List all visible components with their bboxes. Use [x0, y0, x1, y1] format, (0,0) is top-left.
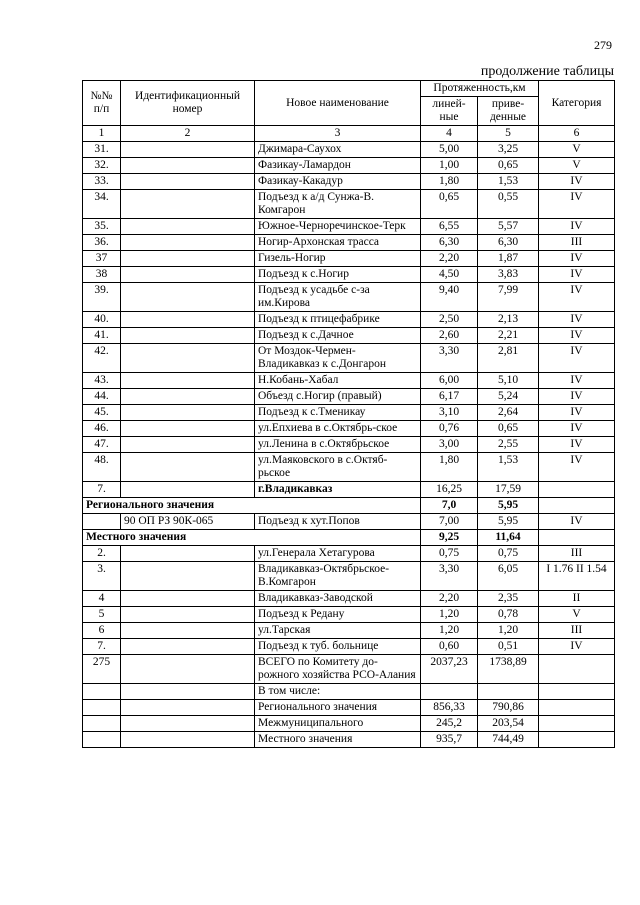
row-name: Объезд с.Ногир (правый) — [255, 389, 421, 405]
row-length-linear: 1,20 — [421, 623, 478, 639]
row-length-linear: 6,55 — [421, 219, 478, 235]
row-id — [121, 639, 255, 655]
row-length-linear: 4,50 — [421, 267, 478, 283]
row-length-reduced: 2,64 — [478, 405, 539, 421]
column-number: 3 — [255, 126, 421, 142]
table-row — [83, 267, 615, 283]
table-row — [83, 174, 615, 190]
table-row — [83, 562, 615, 591]
row-id — [121, 437, 255, 453]
row-id — [121, 453, 255, 482]
table-row — [83, 482, 615, 498]
row-length-reduced: 5,24 — [478, 389, 539, 405]
row-length-linear: 3,30 — [421, 344, 478, 373]
row-length-reduced: 744,49 — [478, 732, 539, 748]
column-number: 4 — [421, 126, 478, 142]
row-length-reduced: 5,95 — [478, 498, 539, 514]
row-length-reduced: 2,35 — [478, 591, 539, 607]
row-length-linear: 6,00 — [421, 373, 478, 389]
row-number: 2. — [83, 546, 121, 562]
row-length-linear: 3,10 — [421, 405, 478, 421]
table-row — [83, 655, 615, 684]
row-number: 39. — [83, 283, 121, 312]
row-name: Местного значения — [255, 732, 421, 748]
row-length-reduced: 1738,89 — [478, 655, 539, 684]
header-id: Идентификационный номер — [121, 81, 255, 126]
row-category: IV — [539, 453, 615, 482]
row-id — [121, 312, 255, 328]
row-name: ул.Тарская — [255, 623, 421, 639]
row-name: Подъезд к с.Ногир — [255, 267, 421, 283]
column-number: 1 — [83, 126, 121, 142]
row-id — [121, 344, 255, 373]
row-id — [121, 623, 255, 639]
row-name: Джимара-Саухох — [255, 142, 421, 158]
table-row — [83, 546, 615, 562]
row-number: 32. — [83, 158, 121, 174]
row-length-reduced: 203,54 — [478, 716, 539, 732]
row-id — [121, 328, 255, 344]
row-length-linear: 7,00 — [421, 514, 478, 530]
row-id — [121, 716, 255, 732]
row-category — [539, 732, 615, 748]
row-length-linear: 245,2 — [421, 716, 478, 732]
table-row — [83, 405, 615, 421]
row-length-reduced: 1,87 — [478, 251, 539, 267]
table-row — [83, 142, 615, 158]
continuation-caption: продолжение таблицы — [480, 64, 614, 79]
row-category: IV — [539, 267, 615, 283]
row-number: 41. — [83, 328, 121, 344]
row-id — [121, 219, 255, 235]
row-category: IV — [539, 421, 615, 437]
table-row — [83, 607, 615, 623]
row-name: Южное-Черноречинское-Терк — [255, 219, 421, 235]
row-name: Подъезд к хут.Попов — [255, 514, 421, 530]
row-length-linear: 3,30 — [421, 562, 478, 591]
row-id — [121, 405, 255, 421]
row-length-linear: 9,40 — [421, 283, 478, 312]
row-length-linear: 9,25 — [421, 530, 478, 546]
section-title: Местного значения — [83, 530, 421, 546]
row-number: 48. — [83, 453, 121, 482]
row-category: II — [539, 591, 615, 607]
row-id — [121, 546, 255, 562]
row-category: IV — [539, 174, 615, 190]
row-name: Подъезд к туб. больнице — [255, 639, 421, 655]
row-category — [539, 700, 615, 716]
row-name: Подъезд к а/д Сунжа-В. Комгарон — [255, 190, 421, 219]
row-length-reduced: 6,30 — [478, 235, 539, 251]
row-length-reduced — [478, 684, 539, 700]
row-category: IV — [539, 344, 615, 373]
row-id — [121, 373, 255, 389]
row-number: 38 — [83, 267, 121, 283]
row-id — [121, 235, 255, 251]
row-length-reduced: 2,21 — [478, 328, 539, 344]
row-category: III — [539, 235, 615, 251]
table-row — [83, 158, 615, 174]
row-length-linear: 0,60 — [421, 639, 478, 655]
section-row — [83, 498, 615, 514]
row-length-linear: 2,20 — [421, 591, 478, 607]
row-id — [121, 190, 255, 219]
row-number — [83, 700, 121, 716]
row-number: 43. — [83, 373, 121, 389]
row-name: ул.Ленина в с.Октябрьское — [255, 437, 421, 453]
row-length-reduced: 11,64 — [478, 530, 539, 546]
column-number: 6 — [539, 126, 615, 142]
row-length-linear: 856,33 — [421, 700, 478, 716]
row-name: Владикавказ-Октябрьское-В.Комгарон — [255, 562, 421, 591]
row-length-linear: 1,20 — [421, 607, 478, 623]
row-number: 7. — [83, 482, 121, 498]
row-id: 90 ОП РЗ 90К-065 — [121, 514, 255, 530]
row-id — [121, 283, 255, 312]
table-row — [83, 639, 615, 655]
table-row — [83, 190, 615, 219]
row-length-linear: 6,17 — [421, 389, 478, 405]
row-length-reduced: 7,99 — [478, 283, 539, 312]
row-category: V — [539, 607, 615, 623]
row-category — [539, 684, 615, 700]
row-number — [83, 514, 121, 530]
row-name: ул.Епхиева в с.Октябрь-ское — [255, 421, 421, 437]
row-id — [121, 684, 255, 700]
row-number: 40. — [83, 312, 121, 328]
row-length-linear — [421, 684, 478, 700]
row-length-linear: 2,60 — [421, 328, 478, 344]
row-category: IV — [539, 283, 615, 312]
row-name: ул.Маяковского в с.Октяб-рьское — [255, 453, 421, 482]
row-name: г.Владикавказ — [255, 482, 421, 498]
table-row — [83, 389, 615, 405]
row-number: 33. — [83, 174, 121, 190]
row-length-linear: 1,80 — [421, 453, 478, 482]
row-name: Регионального значения — [255, 700, 421, 716]
row-category: IV — [539, 190, 615, 219]
row-length-reduced: 0,65 — [478, 421, 539, 437]
row-id — [121, 421, 255, 437]
row-length-linear: 2,20 — [421, 251, 478, 267]
row-name: Н.Кобань-Хабал — [255, 373, 421, 389]
row-number — [83, 684, 121, 700]
table-body — [83, 142, 615, 748]
table-row — [83, 716, 615, 732]
table-row — [83, 421, 615, 437]
table-row — [83, 732, 615, 748]
row-number: 275 — [83, 655, 121, 684]
row-category: IV — [539, 219, 615, 235]
table-row — [83, 373, 615, 389]
row-length-reduced: 2,81 — [478, 344, 539, 373]
row-length-linear: 6,30 — [421, 235, 478, 251]
row-category: V — [539, 142, 615, 158]
row-name: Подъезд к усадьбе с-за им.Кирова — [255, 283, 421, 312]
row-length-linear: 0,75 — [421, 546, 478, 562]
row-category: III — [539, 623, 615, 639]
row-name: Владикавказ-Заводской — [255, 591, 421, 607]
row-number: 7. — [83, 639, 121, 655]
row-length-reduced: 0,55 — [478, 190, 539, 219]
row-length-reduced: 790,86 — [478, 700, 539, 716]
row-category: IV — [539, 389, 615, 405]
table-row — [83, 251, 615, 267]
row-id — [121, 482, 255, 498]
row-id — [121, 732, 255, 748]
row-length-reduced: 17,59 — [478, 482, 539, 498]
row-length-linear: 1,00 — [421, 158, 478, 174]
row-category: V — [539, 158, 615, 174]
row-category: IV — [539, 639, 615, 655]
row-category: I 1.76 II 1.54 — [539, 562, 615, 591]
row-name: Подъезд к с.Дачное — [255, 328, 421, 344]
table-row — [83, 283, 615, 312]
row-category: IV — [539, 437, 615, 453]
row-category: IV — [539, 328, 615, 344]
row-category: IV — [539, 312, 615, 328]
row-number: 3. — [83, 562, 121, 591]
row-length-reduced: 1,53 — [478, 453, 539, 482]
row-length-reduced: 6,05 — [478, 562, 539, 591]
row-length-reduced: 5,95 — [478, 514, 539, 530]
row-number: 34. — [83, 190, 121, 219]
column-number: 5 — [478, 126, 539, 142]
row-length-linear: 7,0 — [421, 498, 478, 514]
row-length-linear: 935,7 — [421, 732, 478, 748]
column-number-row — [83, 126, 615, 142]
row-id — [121, 174, 255, 190]
row-number: 37 — [83, 251, 121, 267]
row-category: IV — [539, 514, 615, 530]
row-number: 46. — [83, 421, 121, 437]
section-title: Регионального значения — [83, 498, 421, 514]
row-number: 44. — [83, 389, 121, 405]
row-length-linear: 3,00 — [421, 437, 478, 453]
header-linear: линей-ные — [421, 97, 478, 126]
row-length-linear: 5,00 — [421, 142, 478, 158]
row-category — [539, 482, 615, 498]
row-category: IV — [539, 373, 615, 389]
header-num: №№ п/п — [83, 81, 121, 126]
row-number — [83, 716, 121, 732]
table-row — [83, 700, 615, 716]
row-number: 31. — [83, 142, 121, 158]
row-number — [83, 732, 121, 748]
row-length-reduced: 0,75 — [478, 546, 539, 562]
row-category — [539, 716, 615, 732]
row-category: IV — [539, 251, 615, 267]
row-length-reduced: 1,53 — [478, 174, 539, 190]
table-row — [83, 514, 615, 530]
row-length-linear: 1,80 — [421, 174, 478, 190]
row-id — [121, 251, 255, 267]
row-id — [121, 591, 255, 607]
row-name: Подъезд к птицефабрике — [255, 312, 421, 328]
row-name: ул.Генерала Хетагурова — [255, 546, 421, 562]
section-row — [83, 530, 615, 546]
table-row — [83, 623, 615, 639]
row-id — [121, 267, 255, 283]
table-row — [83, 312, 615, 328]
row-number: 47. — [83, 437, 121, 453]
row-length-reduced: 0,51 — [478, 639, 539, 655]
row-category: III — [539, 546, 615, 562]
header-name: Новое наименование — [255, 81, 421, 126]
header-reduced: приве-денные — [478, 97, 539, 126]
row-name: Ногир-Архонская трасса — [255, 235, 421, 251]
table-row — [83, 219, 615, 235]
row-length-reduced: 2,55 — [478, 437, 539, 453]
row-name: От Моздок-Чермен-Владикавказ к с.Донгарон — [255, 344, 421, 373]
row-number: 4 — [83, 591, 121, 607]
row-category — [539, 530, 615, 546]
row-id — [121, 389, 255, 405]
row-id — [121, 700, 255, 716]
table-row — [83, 684, 615, 700]
table-row — [83, 328, 615, 344]
page-number: 279 — [594, 38, 612, 52]
row-name: Подъезд к с.Тменикау — [255, 405, 421, 421]
row-length-linear: 16,25 — [421, 482, 478, 498]
row-length-reduced: 1,20 — [478, 623, 539, 639]
row-length-reduced: 3,83 — [478, 267, 539, 283]
row-number: 36. — [83, 235, 121, 251]
row-number: 35. — [83, 219, 121, 235]
row-length-linear: 2,50 — [421, 312, 478, 328]
table-row — [83, 235, 615, 251]
row-name: В том числе: — [255, 684, 421, 700]
row-number: 42. — [83, 344, 121, 373]
row-id — [121, 607, 255, 623]
row-name: Гизель-Ногир — [255, 251, 421, 267]
table-row — [83, 437, 615, 453]
row-id — [121, 142, 255, 158]
row-length-reduced: 5,10 — [478, 373, 539, 389]
table-row — [83, 591, 615, 607]
roads-table — [82, 80, 615, 748]
row-length-reduced: 0,65 — [478, 158, 539, 174]
row-name: Фазикау-Какадур — [255, 174, 421, 190]
row-id — [121, 655, 255, 684]
header-category: Категория — [539, 81, 615, 126]
row-category — [539, 655, 615, 684]
row-id — [121, 158, 255, 174]
table-row — [83, 453, 615, 482]
row-name: Межмуниципального — [255, 716, 421, 732]
row-category — [539, 498, 615, 514]
row-number: 6 — [83, 623, 121, 639]
row-length-reduced: 5,57 — [478, 219, 539, 235]
row-length-linear: 0,65 — [421, 190, 478, 219]
row-id — [121, 562, 255, 591]
row-length-reduced: 2,13 — [478, 312, 539, 328]
column-number: 2 — [121, 126, 255, 142]
row-number: 45. — [83, 405, 121, 421]
row-name: ВСЕГО по Комитету до-рожного хозяйства РСО-Алания — [255, 655, 421, 684]
row-name: Подъезд к Редану — [255, 607, 421, 623]
row-number: 5 — [83, 607, 121, 623]
header-length: Протяженность,км — [421, 81, 539, 97]
row-name: Фазикау-Ламардон — [255, 158, 421, 174]
row-category: IV — [539, 405, 615, 421]
row-length-reduced: 0,78 — [478, 607, 539, 623]
row-length-linear: 2037,23 — [421, 655, 478, 684]
row-length-linear: 0,76 — [421, 421, 478, 437]
row-length-reduced: 3,25 — [478, 142, 539, 158]
table-row — [83, 344, 615, 373]
